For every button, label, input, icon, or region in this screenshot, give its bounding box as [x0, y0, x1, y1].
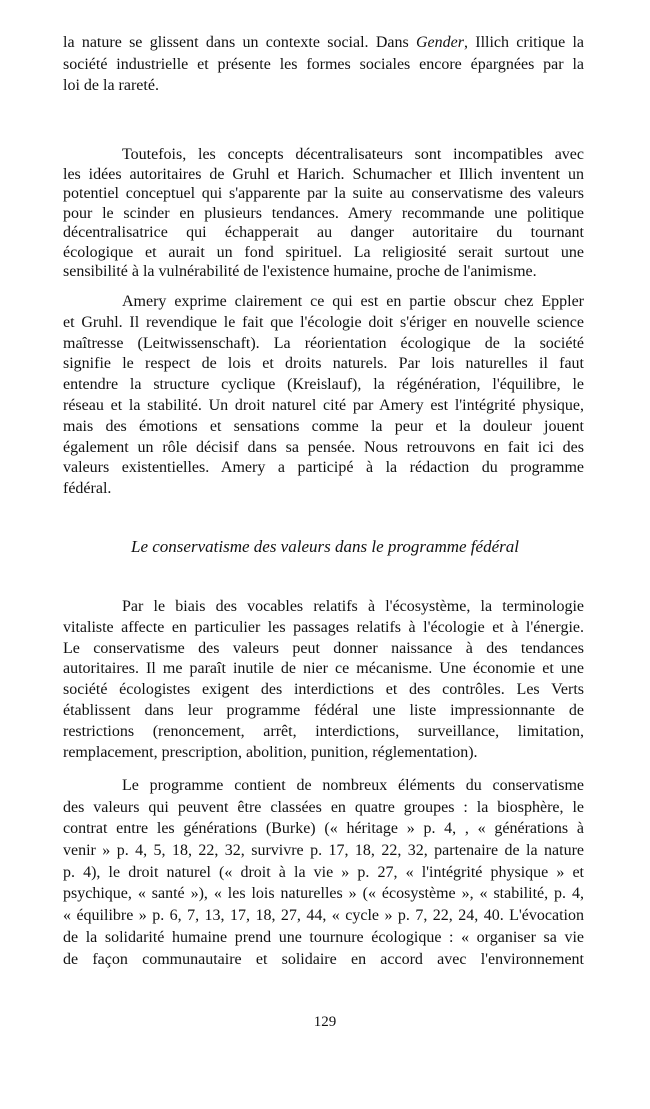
- text-segment: les idées autoritaires de Gruhl et Harich. Schumacher et Illich inventent un: [63, 165, 584, 183]
- text-segment: sensibilité à la vulnérabilité de l'existence humaine, proche de l'animisme.: [63, 263, 537, 280]
- text-segment: Le programme contient de nombreux éléments du conservatisme: [122, 777, 584, 794]
- text-segment: « équilibre » p. 6, 7, 13, 17, 18, 27, 44, « cycle » p. 7, 22, 24, 40. L'évocation: [63, 907, 584, 925]
- text-line: [63, 639, 584, 660]
- text-segment: autoritaires. Il me paraît inutile de nier ce mécanisme. Une économie et une: [63, 660, 584, 678]
- paragraph: [63, 775, 584, 970]
- text-segment: Le conservatisme des valeurs peut donner naissance à des tendances: [63, 639, 584, 657]
- text-segment: pour le scinder en plusieurs tendances. Amery recommande une politique: [63, 204, 584, 222]
- text-line: [63, 184, 584, 204]
- italic-title: Gender: [416, 34, 464, 51]
- text-line: [63, 396, 584, 417]
- text-line: [63, 862, 584, 884]
- text-line: [63, 204, 584, 224]
- text-segment: remplacement, prescription, abolition, punition, réglementation).: [63, 743, 478, 761]
- text-segment: p. 4), le droit naturel (« droit à la vie » p. 27, « l'intégrité physique » et: [63, 863, 584, 881]
- text-line: [63, 262, 584, 282]
- text-line: [63, 701, 584, 722]
- text-line: [63, 32, 584, 54]
- text-line: [63, 54, 584, 76]
- text-line: [63, 354, 584, 375]
- text-segment: maîtresse (Leitwissenschaft). La réorientation écologique de la société: [63, 334, 584, 352]
- text-line: [63, 292, 584, 313]
- text-segment: venir » p. 4, 5, 18, 22, 32, survivre p. 17, 18, 22, 32, partenaire de la nature: [63, 842, 584, 860]
- text-segment: des valeurs qui peuvent être classées en quatre groupes : la biosphère, le: [63, 798, 584, 816]
- text-segment: de la solidarité humaine prend une tournure écologique : « organiser sa vie: [63, 928, 584, 946]
- text-line: [63, 927, 584, 949]
- text-segment: société industrielle et présente les formes sociales encore épargnées par la: [63, 55, 584, 73]
- text-line: [63, 883, 584, 905]
- text-segment: fédéral.: [63, 480, 112, 498]
- text-segment: société écologistes exigent des interdictions et des contrôles. Les Verts: [63, 681, 584, 699]
- text-line: [63, 680, 584, 701]
- paragraph: [63, 292, 584, 500]
- text-line: [63, 75, 584, 97]
- text-line: [63, 659, 584, 680]
- text-segment: contrat entre les générations (Burke) (« héritage » p. 4, , « générations à: [63, 820, 584, 838]
- text-line: [63, 775, 584, 797]
- text-segment: la nature se glissent dans un contexte social. Dans: [63, 34, 416, 51]
- text-segment: Amery exprime clairement ce qui est en partie obscur chez Eppler: [122, 293, 584, 310]
- text-segment: décentralisatrice qui échapperait au danger autoritaire du tournant: [63, 224, 584, 241]
- text-line: [63, 818, 584, 840]
- text-line: [63, 375, 584, 396]
- text-line: [63, 438, 584, 459]
- text-segment: signifie le respect de lois et droits naturels. Par lois naturelles il faut: [63, 355, 584, 373]
- paragraph: [63, 145, 584, 282]
- text-line: [63, 949, 584, 971]
- text-segment: , Illich critique la: [463, 34, 584, 51]
- text-segment: potentiel conceptuel qui s'apparente par la suite au conservatisme des valeurs: [63, 185, 584, 202]
- text-segment: réseau et la stabilité. Un droit naturel cité par Amery est l'intégrité physique,: [63, 396, 584, 414]
- text-segment: vitaliste affecte en particulier les passages relatifs à l'écologie et à l'énergie.: [63, 618, 584, 636]
- text-line: [63, 145, 584, 165]
- text-segment: Toutefois, les concepts décentralisateurs sont incompatibles avec: [122, 146, 584, 163]
- text-segment: et Gruhl. Il revendique le fait que l'écologie doit s'ériger en nouvelle science: [63, 313, 584, 331]
- paragraph: [63, 32, 584, 97]
- text-line: [63, 243, 584, 263]
- section-heading: Le conservatisme des valeurs dans le programme fédéral: [131, 537, 519, 556]
- text-line: [63, 743, 584, 764]
- paragraph: [63, 597, 584, 763]
- text-segment: restrictions (renoncement, arrêt, interdictions, surveillance, limitation,: [63, 722, 584, 740]
- text-line: [63, 334, 584, 355]
- text-line: [63, 223, 584, 243]
- text-line: [63, 797, 584, 819]
- text-line: [63, 840, 584, 862]
- text-line: [63, 165, 584, 185]
- text-segment: également un rôle décisif dans sa pensée. Nous retrouvons en fait ici des: [63, 438, 584, 456]
- text-line: [63, 597, 584, 618]
- text-segment: loi de la rareté.: [63, 77, 159, 94]
- text-segment: établissent dans leur programme fédéral une liste impressionnante de: [63, 701, 584, 719]
- text-line: [63, 722, 584, 743]
- text-segment: psychique, « santé »), « les lois naturelles » (« écosystème », « stabilité, p. 4,: [63, 885, 584, 903]
- text-line: [63, 479, 584, 500]
- text-segment: écologique et aurait un fond spirituel. La religiosité serait surtout une: [63, 243, 584, 261]
- page-number: 129: [313, 1014, 337, 1030]
- text-segment: entendre la structure cyclique (Kreislauf), la régénération, l'équilibre, le: [63, 376, 584, 394]
- text-segment: Par le biais des vocables relatifs à l'écosystème, la terminologie: [122, 598, 584, 615]
- text-line: [63, 458, 584, 479]
- text-segment: mais des émotions et sensations comme la peur et la douleur jouent: [63, 417, 584, 435]
- text-line: [63, 905, 584, 927]
- text-line: [63, 417, 584, 438]
- text-line: [63, 313, 584, 334]
- text-segment: de façon communautaire et solidaire en accord avec l'environnement: [63, 950, 584, 968]
- text-segment: valeurs existentielles. Amery a participé à la rédaction du programme: [63, 459, 584, 477]
- text-line: [63, 618, 584, 639]
